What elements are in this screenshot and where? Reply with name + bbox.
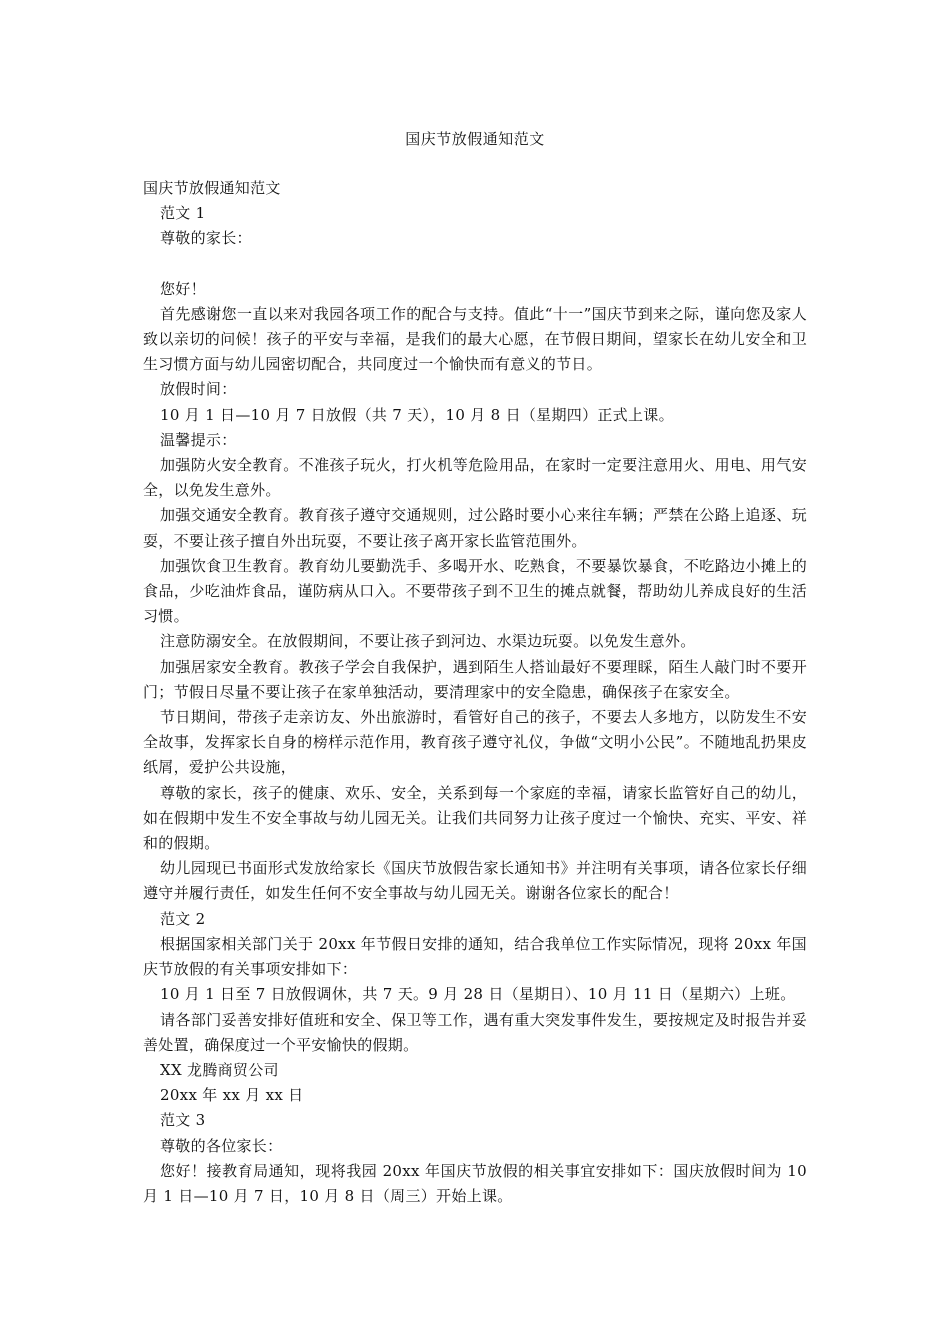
paragraph: 节日期间，带孩子走亲访友、外出旅游时，看管好自己的孩子，不要去人多地方，以防发生不安全故事，发挥家长自身的榜样示范作用，教育孩子遵守礼仪，争做“文明小公民”。不随地乱扔果皮纸屑，爱护公共设施， <box>143 708 807 777</box>
document-body <box>143 176 807 1209</box>
paragraph: 加强居家安全教育。教孩子学会自我保护，遇到陌生人搭讪最好不要理睬，陌生人敲门时不要开门；节假日尽量不要让孩子在家单独活动，要清理家中的安全隐患，确保孩子在家安全。 <box>143 657 807 701</box>
salutation: 尊敬的家长： <box>160 229 252 248</box>
sample-1-label: 范文 1 <box>160 204 206 223</box>
paragraph: 请各部门妥善安排好值班和安全、保卫等工作，遇有重大突发事件发生，要按规定及时报告并妥善处置，确保度过一个平安愉快的假期。 <box>143 1010 807 1054</box>
document-title: 国庆节放假通知范文 <box>405 130 545 148</box>
paragraph: 首先感谢您一直以来对我园各项工作的配合与支持。值此“十一”国庆节到来之际，谨向您及家人致以亲切的问候！孩子的平安与幸福，是我们的最大心愿，在节假日期间，望家长在幼儿安全和卫生习惯方面与幼儿园密切配合，共同度过一个愉快而有意义的节日。 <box>143 304 807 374</box>
paragraph: 注意防溺安全。在放假期间，不要让孩子到河边、水渠边玩耍。以免发生意外。 <box>160 632 696 651</box>
holiday-time: 10 月 1 日—10 月 7 日放假（共 7 天），10 月 8 日（星期四）正式上课。 <box>160 405 674 424</box>
paragraph: 根据国家相关部门关于 20xx 年节假日安排的通知，结合我单位工作实际情况，现将 20xx 年国庆节放假的有关事项安排如下： <box>143 934 807 979</box>
body-heading: 国庆节放假通知范文 <box>143 179 281 197</box>
greeting: 您好！ <box>160 279 206 298</box>
signature-date: 20xx 年 xx 月 xx 日 <box>160 1086 304 1105</box>
holiday-time-label: 放假时间： <box>160 380 237 399</box>
signature-company: XX 龙腾商贸公司 <box>160 1060 279 1079</box>
sample-2-label: 范文 2 <box>160 909 206 928</box>
sample-3-label: 范文 3 <box>160 1111 206 1130</box>
tips-label: 温馨提示： <box>160 430 237 449</box>
salutation: 尊敬的各位家长： <box>160 1136 283 1155</box>
paragraph: 10 月 1 日至 7 日放假调休，共 7 天。9 月 28 日（星期日）、10 月 11 日（星期六）上班。 <box>160 985 796 1004</box>
paragraph: 尊敬的家长，孩子的健康、欢乐、安全，关系到每一个家庭的幸福，请家长监管好自己的幼儿，如在假期中发生不安全事故与幼儿园无关。让我们共同努力让孩子度过一个愉快、充实、平安、祥和的假期。 <box>143 783 807 853</box>
paragraph: 加强饮食卫生教育。教育幼儿要勤洗手、多喝开水、吃熟食，不要暴饮暴食，不吃路边小摊上的食品，少吃油炸食品，谨防病从口入。不要带孩子到不卫生的摊点就餐，帮助幼儿养成良好的生活习惯。 <box>143 556 807 626</box>
paragraph: 您好！接教育局通知，现将我园 20xx 年国庆节放假的相关事宜安排如下：国庆放假时间为 10 月 1 日—10 月 7 日，10 月 8 日（周三）开始上课。 <box>143 1161 807 1205</box>
paragraph: 幼儿园现已书面形式发放给家长《国庆节放假告家长通知书》并注明有关事项，请各位家长仔细遵守并履行责任，如发生任何不安全事故与幼儿园无关。谢谢各位家长的配合！ <box>143 859 807 903</box>
paragraph: 加强交通安全教育。教育孩子遵守交通规则，过公路时要小心来往车辆；严禁在公路上追逐、玩耍，不要让孩子擅自外出玩耍，不要让孩子离开家长监管范围外。 <box>143 506 807 550</box>
paragraph: 加强防火安全教育。不准孩子玩火，打火机等危险用品，在家时一定要注意用火、用电、用气安全，以免发生意外。 <box>143 456 807 500</box>
